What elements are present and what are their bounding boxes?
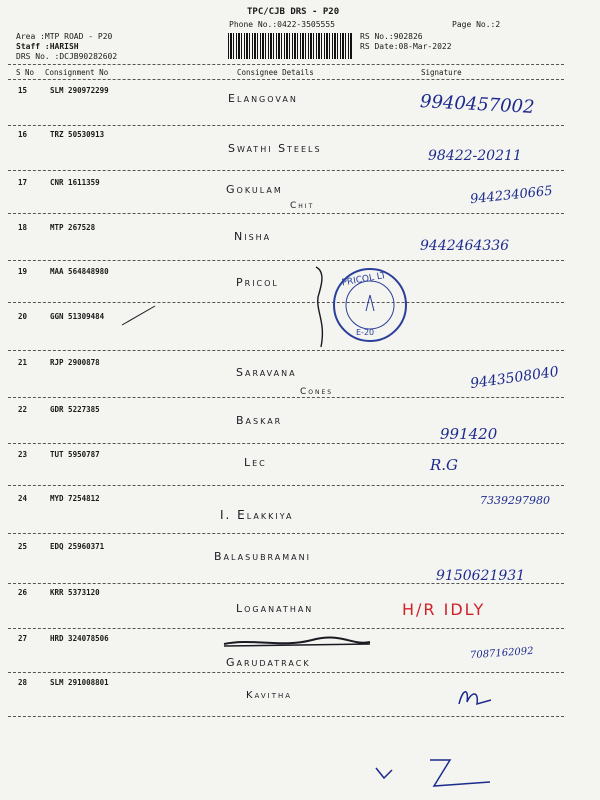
row-consignee-line2: Cones [300,387,334,397]
row-sno: 27 [18,634,28,643]
barcode [228,33,352,59]
row-sno: 17 [18,178,28,187]
row-consignee: Balasubramani [214,550,311,563]
check-mark-icon [120,300,160,330]
phone-number: Phone No.:0422-3505555 [229,20,335,29]
row-divider [8,628,564,629]
row-consignment: RJP 2900878 [50,358,100,367]
row-sno: 16 [18,130,28,139]
row-signature: 98422-20211 [428,148,522,164]
col-signature: Signature [421,68,462,77]
row-consignee: Kavitha [246,690,293,701]
row-sno: 19 [18,267,28,276]
document-title: TPC/CJB DRS - P20 [247,7,340,17]
crossed-out-text-icon [222,634,372,652]
row-consignment: MAA 564848980 [50,267,109,276]
row-divider [8,260,564,261]
row-sno: 25 [18,542,28,551]
row-signature: H/R IDLY [402,600,486,619]
staff-label: Staff :HARISH [16,42,79,51]
drs-number: DRS No. :DCJB90282602 [16,52,118,61]
row-signature: 991420 [440,425,498,443]
row-divider [8,716,564,717]
col-sno: S No [16,68,35,77]
row-divider [8,125,564,126]
row-sno: 20 [18,312,28,321]
row-consignee: Gokulam [226,183,283,196]
row-consignee: Pricol [236,276,279,289]
row-divider [8,583,564,584]
row-consignment: GDR 5227385 [50,405,100,414]
row-sno: 28 [18,678,28,687]
row-consignment: HRD 324078506 [50,634,109,643]
row-consignment: TRZ 50530913 [50,130,105,139]
header-rule-bottom [8,79,564,80]
row-signature: 7087162092 [469,645,534,662]
row-consignment: SLM 290972299 [50,86,109,95]
row-sno: 18 [18,223,28,232]
col-consignment: Consignment No [45,68,109,77]
row-consignee-line2: Chit [290,201,315,211]
row-sno: 26 [18,588,28,597]
row-divider [8,485,564,486]
row-signature: 9940457002 [419,91,536,118]
rs-number: RS No.:902826 [360,32,423,41]
row-divider [8,170,564,171]
row-sno: 15 [18,86,28,95]
row-signature: 9442340665 [469,183,554,208]
row-divider [8,397,564,398]
row-consignment: CNR 1611359 [50,178,100,187]
row-consignee: Lec [244,456,267,469]
row-consignee: Swathi Steels [228,142,322,155]
row-consignee: Elangovan [228,92,298,105]
row-signature: 9150621931 [436,568,526,584]
row-consignment: KRR 5373120 [50,588,100,597]
rs-date: RS Date:08-Mar-2022 [360,42,452,51]
row-consignee: Baskar [236,414,283,427]
row-consignee: Garudatrack [226,656,311,669]
row-signature: 7339297980 [480,494,550,507]
row-consignment: GGN 51309484 [50,312,105,321]
row-divider [8,443,564,444]
stamp-text-top: PRICOL LT [340,270,387,289]
signature-scribble-icon [455,684,495,710]
row-consignee: Saravana [236,366,297,379]
row-divider [8,350,564,351]
row-consignment: MTP 267528 [50,223,96,232]
row-consignee: Nisha [234,230,272,243]
row-sno: 23 [18,450,28,459]
header-rule-top [8,64,564,65]
bottom-scribble-icon [370,752,500,792]
row-signature: R.G [430,456,459,474]
stamp-text-bottom: E-20 [356,328,375,337]
row-consignment: TUT 5950787 [50,450,100,459]
row-divider [8,302,564,303]
row-sno: 22 [18,405,28,414]
row-signature: 9442464336 [420,238,510,254]
row-divider [8,672,564,673]
area-label: Area :MTP ROAD - P20 [16,32,113,41]
row-consignment: SLM 291008801 [50,678,109,687]
scribble-icon [296,262,346,352]
row-divider [8,533,564,534]
row-consignee: I. Elakkiya [220,508,294,522]
row-sno: 21 [18,358,28,367]
page-number: Page No.:2 [452,20,501,29]
row-divider [8,213,564,214]
row-consignee: Loganathan [236,602,314,615]
row-sno: 24 [18,494,28,503]
row-consignment: MYD 7254812 [50,494,100,503]
row-signature: 9443508040 [469,363,560,393]
col-consignee: Consignee Details [237,68,314,77]
row-consignment: EDQ 25960371 [50,542,105,551]
